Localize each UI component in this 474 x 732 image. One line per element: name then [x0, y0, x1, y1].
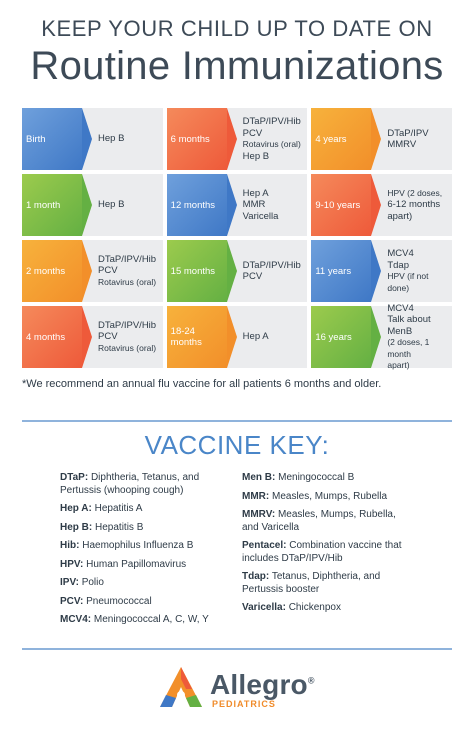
key-item — [60, 596, 230, 609]
age-arrow-icon — [82, 108, 92, 170]
key-definition: Pneumococcal — [86, 595, 152, 607]
age-label: 12 months — [167, 174, 227, 236]
key-term: Hep A: — [60, 503, 92, 514]
age-label: 16 years — [311, 306, 371, 368]
vaccine-item: HPV (if not done) — [387, 271, 429, 293]
vaccine-item: Hep A — [242, 187, 269, 199]
key-definition: Meningococcal A, C, W, Y — [93, 614, 209, 625]
age-arrow-icon — [82, 240, 92, 302]
vaccine-list — [82, 174, 163, 236]
key-definition: Human Papillomavirus — [86, 558, 187, 570]
vaccine-list — [371, 174, 452, 236]
age-arrow-icon — [371, 174, 381, 236]
key-definition: Tetanus, Diphtheria, and Pertussis booster — [242, 571, 381, 595]
key-term: Hib: — [60, 540, 80, 551]
key-term: MCV4: — [60, 614, 92, 625]
key-definition: Hepatitis B — [95, 521, 144, 533]
age-label: 6 months — [167, 108, 227, 170]
schedule-cell — [22, 108, 163, 170]
key-definition: Meningococcal B — [278, 472, 355, 483]
key-definition: Chickenpox — [288, 602, 341, 613]
vaccine-item: MMR — [242, 199, 266, 211]
vaccine-item: DTaP/IPV/Hib — [98, 319, 157, 331]
key-item — [60, 503, 230, 516]
vaccine-item: MCV4 — [387, 302, 414, 314]
vaccine-item: Tdap — [387, 259, 409, 271]
allegro-logo — [156, 665, 336, 709]
schedule-grid — [22, 108, 452, 372]
key-item — [60, 540, 230, 553]
logo-name: Allegro® — [210, 669, 315, 700]
flu-note: *We recommend an annual flu vaccine for all patients 6 months and older. — [22, 378, 382, 390]
age-arrow-icon — [227, 306, 237, 368]
vaccine-list — [82, 240, 163, 302]
key-item — [60, 577, 230, 590]
schedule-cell — [311, 174, 452, 236]
schedule-cell — [167, 108, 308, 170]
age-label: 1 month — [22, 174, 82, 236]
schedule-row — [22, 240, 452, 302]
divider-top — [22, 420, 452, 422]
key-item — [60, 472, 230, 497]
key-definition: Diphtheria, Tetanus, and Pertussis (whooping cough) — [60, 472, 200, 496]
key-item — [242, 472, 412, 485]
key-term: Hep B: — [60, 521, 93, 533]
age-arrow-icon — [371, 108, 381, 170]
key-term: DTaP: — [60, 472, 89, 483]
age-label: 11 years — [311, 240, 371, 302]
key-item — [60, 614, 230, 627]
key-term: Tdap: — [242, 571, 270, 582]
age-label: 2 months — [22, 240, 82, 302]
vaccine-key-right — [242, 472, 412, 621]
vaccine-item: Rotavirus (oral) — [98, 276, 157, 287]
schedule-row — [22, 174, 452, 236]
vaccine-list — [371, 108, 452, 170]
header-line-1: KEEP YOUR CHILD UP TO DATE ON — [41, 16, 433, 41]
vaccine-item: DTaP/IPV — [387, 127, 429, 139]
age-label: 15 months — [167, 240, 227, 302]
vaccine-item: PCV — [242, 127, 263, 139]
age-arrow-icon — [227, 174, 237, 236]
key-definition: Measles, Mumps, Rubella — [272, 490, 388, 502]
vaccine-list — [227, 174, 308, 236]
vaccine-item: HPV (2 doses, — [387, 187, 443, 198]
key-term: IPV: — [60, 577, 79, 588]
key-term: Pentacel: — [242, 540, 287, 551]
vaccine-item: (2 doses, 1 month — [387, 337, 430, 359]
schedule-cell — [167, 174, 308, 236]
key-item — [242, 540, 412, 565]
vaccine-key-title: VACCINE KEY: — [144, 430, 330, 460]
vaccine-list — [227, 306, 308, 368]
key-definition: Haemophilus Influenza B — [82, 540, 194, 551]
schedule-cell — [311, 302, 452, 370]
key-definition: Hepatitis A — [94, 503, 143, 514]
vaccine-item: Rotavirus (oral) — [242, 139, 301, 149]
vaccine-item: Hep B — [242, 150, 270, 162]
age-label: 18-24 months — [167, 306, 227, 368]
vaccine-item: Hep B — [98, 133, 125, 145]
vaccine-item: apart) — [387, 360, 410, 370]
schedule-cell — [311, 240, 452, 302]
age-label: Birth — [22, 108, 82, 170]
key-term: MMR: — [242, 490, 270, 502]
allegro-a-icon — [156, 665, 206, 709]
schedule-row — [22, 302, 452, 370]
age-arrow-icon — [371, 240, 381, 302]
vaccine-list — [82, 306, 163, 368]
vaccine-item: Hep A — [242, 331, 269, 343]
vaccine-item: PCV — [242, 271, 263, 282]
key-item — [60, 559, 230, 572]
age-label: 9-10 years — [311, 174, 371, 236]
schedule-cell — [167, 306, 308, 368]
key-term: HPV: — [60, 558, 84, 570]
age-arrow-icon — [82, 306, 92, 368]
key-term: Men B: — [242, 472, 276, 483]
schedule-cell — [22, 240, 163, 302]
key-item — [242, 602, 412, 615]
key-term: PCV: — [60, 595, 84, 607]
key-item — [242, 509, 412, 534]
vaccine-item: DTaP/IPV/Hib — [242, 259, 301, 271]
vaccine-item: PCV — [98, 331, 118, 343]
vaccine-item: DTaP/IPV/Hib — [242, 116, 301, 127]
vaccine-item: 6-12 months apart) — [387, 199, 441, 222]
key-term: Varicella: — [242, 602, 286, 613]
key-term: MMRV: — [242, 509, 276, 520]
vaccine-item: Hep B — [98, 199, 125, 211]
key-item — [242, 571, 412, 596]
vaccine-item: Varicella — [242, 210, 279, 222]
logo-subtitle: PEDIATRICS — [212, 699, 276, 709]
key-definition: Measles, Mumps, Rubella, and Varicella — [242, 509, 396, 533]
vaccine-list — [371, 240, 452, 302]
age-label: 4 years — [311, 108, 371, 170]
key-definition: Polio — [81, 577, 104, 588]
vaccine-item: MCV4 — [387, 248, 414, 259]
vaccine-item: MMRV — [387, 139, 417, 150]
vaccine-key-left — [60, 472, 230, 633]
vaccine-list — [371, 302, 452, 370]
schedule-cell — [22, 174, 163, 236]
header-line-2: Routine Immunizations — [30, 44, 444, 88]
age-label: 4 months — [22, 306, 82, 368]
vaccine-item: Rotavirus (oral) — [98, 342, 157, 353]
vaccine-list — [82, 108, 163, 170]
key-item — [60, 522, 230, 535]
vaccine-item: Talk about MenB — [387, 314, 431, 337]
key-definition: Combination vaccine that includes DTaP/IPV/Hib — [242, 540, 402, 564]
schedule-row — [22, 108, 452, 170]
vaccine-item: DTaP/IPV/Hib — [98, 253, 157, 265]
age-arrow-icon — [82, 174, 92, 236]
schedule-cell — [22, 306, 163, 368]
age-arrow-icon — [371, 306, 381, 368]
vaccine-list — [227, 108, 308, 170]
age-arrow-icon — [227, 240, 237, 302]
divider-bottom — [22, 648, 452, 650]
vaccine-item: PCV — [98, 265, 118, 277]
schedule-cell — [167, 240, 308, 302]
key-item — [242, 491, 412, 504]
vaccine-list — [227, 240, 308, 302]
age-arrow-icon — [227, 108, 237, 170]
schedule-cell — [311, 108, 452, 170]
